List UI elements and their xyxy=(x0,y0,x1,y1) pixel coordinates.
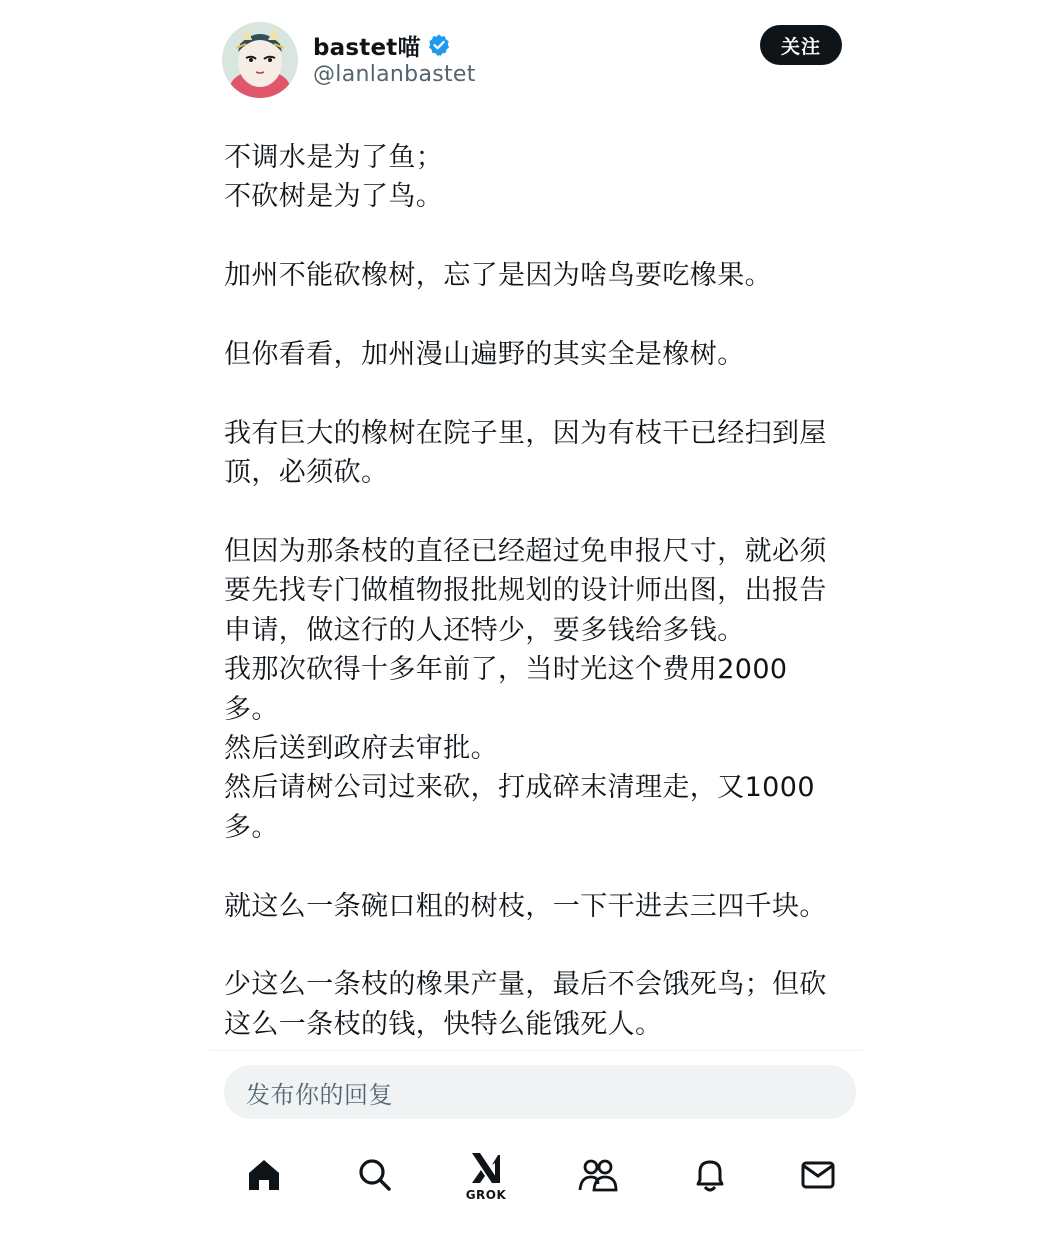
post-line: 但你看看，加州漫山遍野的其实全是橡树。 xyxy=(224,339,745,370)
post-line: 申请，做这行的人还特少，要多钱给多钱。 xyxy=(224,614,745,646)
post-line: 少这么一条枝的橡果产量，最后不会饿死鸟；但砍 xyxy=(224,969,827,1001)
search-icon xyxy=(355,1155,395,1195)
user-handle[interactable]: @lanlanbastet xyxy=(313,62,476,87)
post-line: 然后送到政府去审批。 xyxy=(224,733,498,765)
post-line: 不砍树是为了鸟。 xyxy=(224,181,444,213)
grok-icon xyxy=(466,1149,506,1187)
post-text xyxy=(224,138,864,1044)
reply-input[interactable] xyxy=(224,1065,856,1119)
grok-label: GROK xyxy=(465,1187,507,1202)
post-header xyxy=(222,22,844,100)
post-paragraph xyxy=(224,965,864,1044)
post-paragraph xyxy=(224,532,864,847)
post-paragraph xyxy=(224,887,864,926)
post-line: 要先找专门做植物报批规划的设计师出图，出报告 xyxy=(224,575,827,607)
post-line: 这么一条枝的钱，快特么能饿死人。 xyxy=(224,1008,663,1040)
post-line: 多。 xyxy=(224,693,279,725)
post-paragraph xyxy=(224,138,864,217)
post-line: 但因为那条枝的直径已经超过免申报尺寸，就必须 xyxy=(224,536,827,567)
post-paragraph xyxy=(224,256,864,295)
reply-placeholder: 发布你的回复 xyxy=(246,1080,393,1109)
post-line: 多。 xyxy=(224,811,279,843)
user-name-row xyxy=(313,28,451,62)
nav-notifications[interactable] xyxy=(675,1140,745,1210)
home-icon xyxy=(244,1155,284,1195)
post-line: 然后请树公司过来砍，打成碎末清理走，又1000 xyxy=(224,772,815,804)
nav-search[interactable] xyxy=(340,1140,410,1210)
display-name[interactable]: bastet喵 xyxy=(313,34,421,61)
divider xyxy=(210,1050,862,1051)
messages-icon xyxy=(798,1155,838,1195)
post-paragraph xyxy=(224,414,864,493)
bottom-nav xyxy=(210,1140,870,1210)
post-line: 我那次砍得十多年前了，当时光这个费用2000 xyxy=(224,654,788,686)
verified-badge-icon xyxy=(427,33,451,57)
avatar-image xyxy=(222,22,298,98)
post-line: 加州不能砍橡树，忘了是因为啥鸟要吃橡果。 xyxy=(224,260,772,292)
nav-grok[interactable] xyxy=(451,1140,521,1210)
post-paragraph xyxy=(224,335,864,374)
nav-home[interactable] xyxy=(229,1140,299,1210)
post-line: 顶，必须砍。 xyxy=(224,457,389,489)
communities-icon xyxy=(577,1155,619,1195)
notifications-icon xyxy=(690,1155,730,1195)
post-line: 不调水是为了鱼； xyxy=(224,142,444,173)
avatar[interactable] xyxy=(222,22,298,98)
post-line: 我有巨大的橡树在院子里，因为有枝干已经扫到屋 xyxy=(224,417,827,449)
follow-button[interactable]: 关注 xyxy=(760,25,842,65)
post-line: 就这么一条碗口粗的树枝，一下干进去三四千块。 xyxy=(224,890,827,922)
nav-communities[interactable] xyxy=(563,1140,633,1210)
nav-messages[interactable] xyxy=(783,1140,853,1210)
